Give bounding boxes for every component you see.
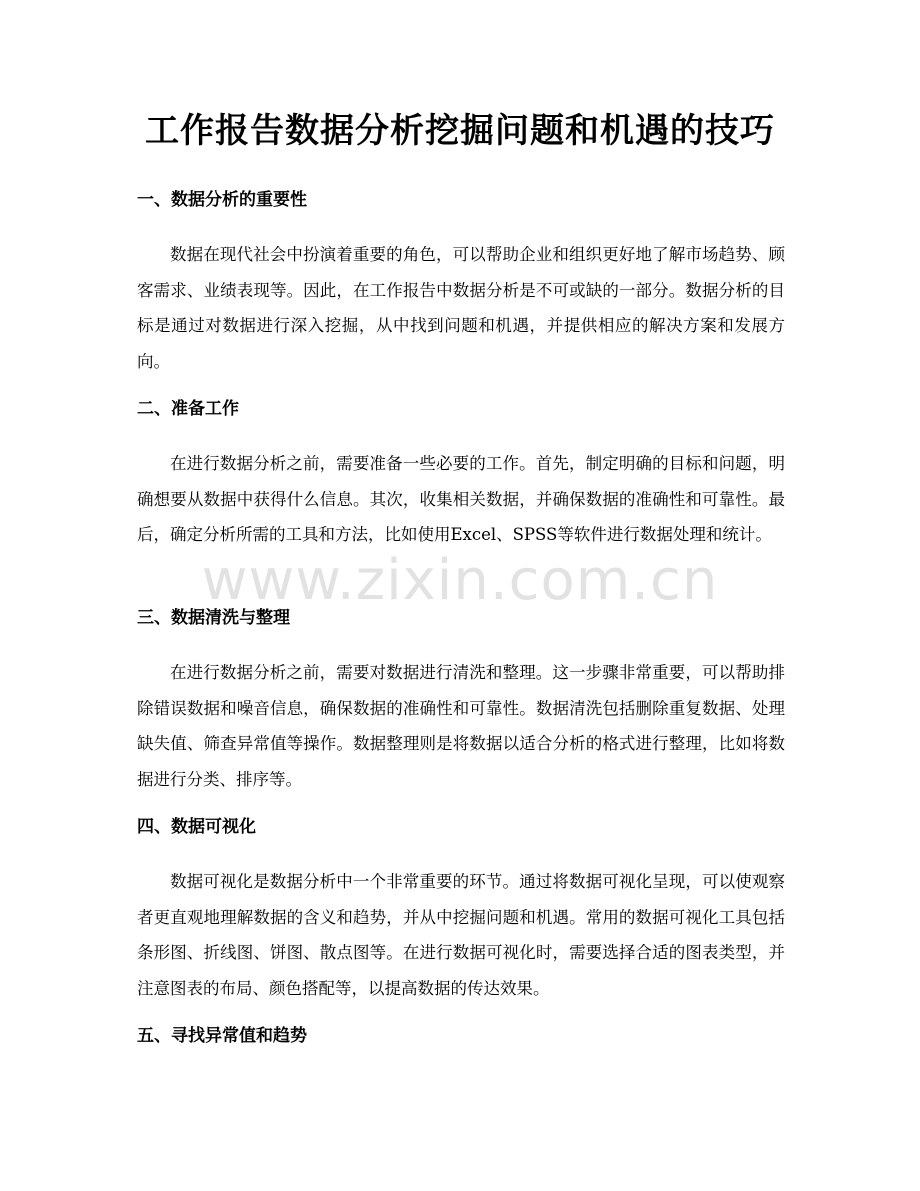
section-preparation <box>137 397 785 553</box>
section-heading: 三、数据清洗与整理 <box>137 608 290 628</box>
section-body: 数据在现代社会中扮演着重要的角色，可以帮助企业和组织更好地了解市场趋势、顾客需求、业绩表现等。因此，在工作报告中数据分析是不可或缺的一部分。数据分析的目标是通过对数据进行深入挖掘，从中找到问题和机遇，并提供相应的解决方案和发展方向。 <box>137 245 785 371</box>
section-heading: 二、准备工作 <box>137 399 239 419</box>
section-cleaning <box>137 606 785 797</box>
section-body: 数据可视化是数据分析中一个非常重要的环节。通过将数据可视化呈现，可以使观察者更直观地理解数据的含义和趋势，并从中挖掘问题和机遇。常用的数据可视化工具包括条形图、折线图、饼图、散点图等。在进行数据可视化时，需要选择合适的图表类型，并注意图表的布局、颜色搭配等，以提高数据的传达效果。 <box>137 872 785 998</box>
section-visualization <box>137 815 785 1006</box>
section-body: 在进行数据分析之前，需要准备一些必要的工作。首先，制定明确的目标和问题，明确想要从数据中获得什么信息。其次，收集相关数据，并确保数据的准确性和可靠性。最后，确定分析所需的工具和方法，比如使用Excel、SPSS等软件进行数据处理和统计。 <box>137 454 785 544</box>
section-heading: 一、数据分析的重要性 <box>137 190 307 210</box>
document-title: 工作报告数据分析挖掘问题和机遇的技巧 <box>145 111 775 151</box>
section-heading: 四、数据可视化 <box>137 817 256 837</box>
section-importance <box>137 188 785 379</box>
section-heading: 五、寻找异常值和趋势 <box>137 1026 307 1046</box>
watermark: www.zixin.com.cn <box>201 548 719 613</box>
section-anomalies <box>137 1024 785 1048</box>
section-body: 在进行数据分析之前，需要对数据进行清洗和整理。这一步骤非常重要，可以帮助排除错误数据和噪音信息，确保数据的准确性和可靠性。数据清洗包括删除重复数据、处理缺失值、筛查异常值等操作。数据整理则是将数据以适合分析的格式进行整理，比如将数据进行分类、排序等。 <box>137 663 785 789</box>
